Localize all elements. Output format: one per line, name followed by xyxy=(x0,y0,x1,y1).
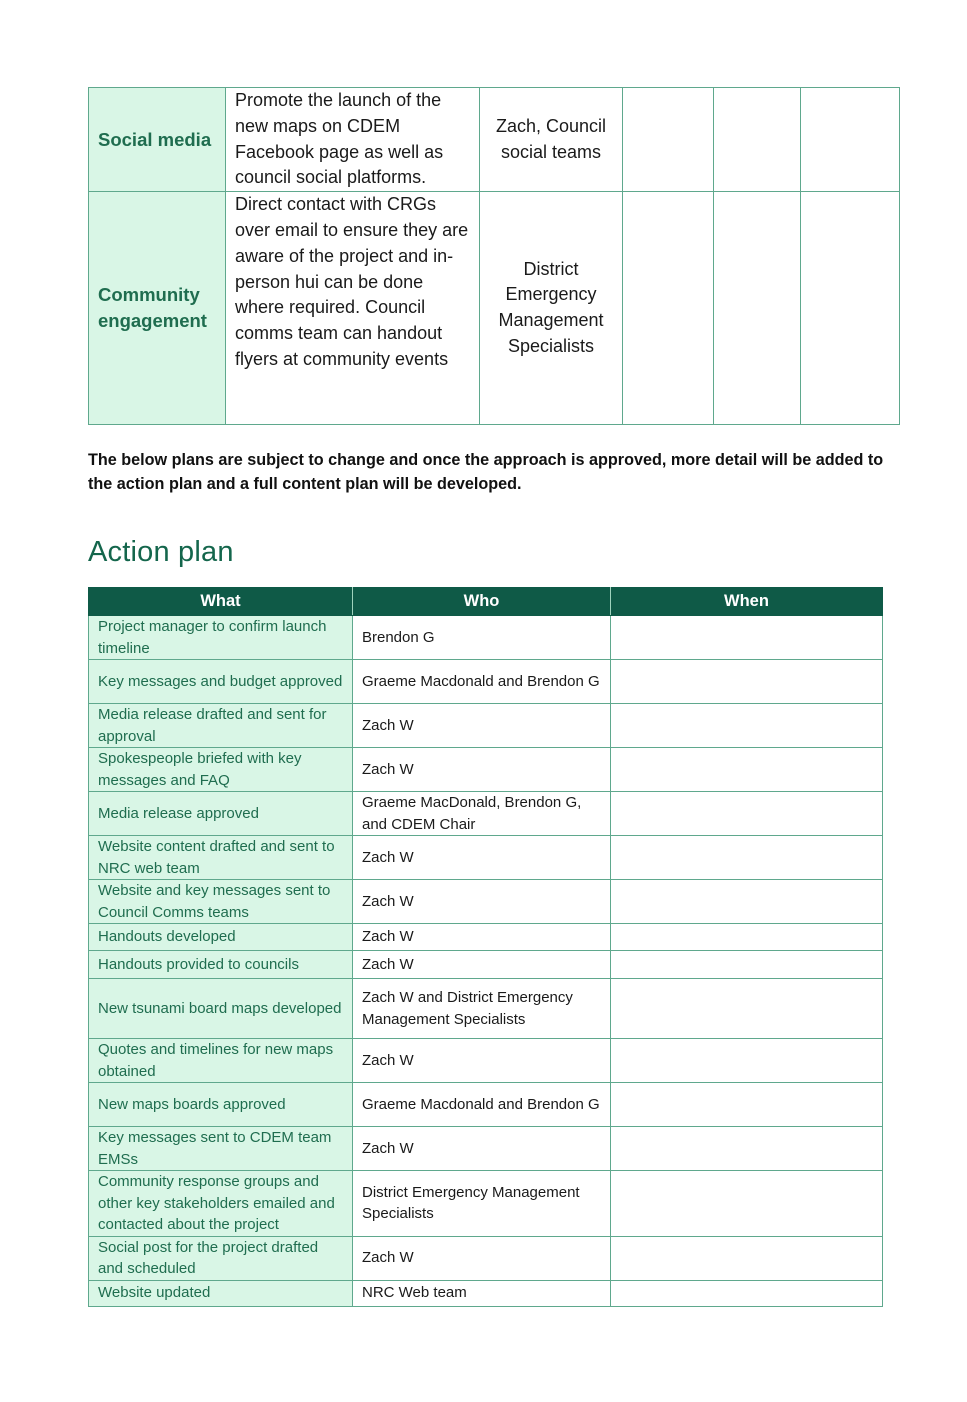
action-who-cell: Zach W xyxy=(353,748,611,792)
table-row xyxy=(89,951,883,979)
action-what-cell: Key messages and budget approved xyxy=(89,660,353,704)
plan-disclaimer-note: The below plans are subject to change and once the approach is approved, more detail will be added to the action plan and a full content plan will be developed. xyxy=(88,451,884,493)
action-when-cell xyxy=(611,880,883,924)
table-row xyxy=(89,979,883,1039)
action-when-cell xyxy=(611,924,883,951)
channel-owner: Zach, Council social teams xyxy=(480,88,623,192)
empty-cell xyxy=(714,192,801,425)
table-row xyxy=(89,1280,883,1306)
channel-owner: District Emergency Management Specialists xyxy=(480,192,623,425)
action-when-cell xyxy=(611,1127,883,1171)
action-when-cell xyxy=(611,748,883,792)
action-what-cell: Community response groups and other key stakeholders emailed and contacted about the project xyxy=(89,1171,353,1237)
table-row xyxy=(89,792,883,836)
action-who-cell: Brendon G xyxy=(353,616,611,660)
action-who-cell: Zach W xyxy=(353,1039,611,1083)
action-what-cell: Media release drafted and sent for approval xyxy=(89,704,353,748)
empty-cell xyxy=(714,88,801,192)
table-row xyxy=(89,1039,883,1083)
table-row xyxy=(89,616,883,660)
empty-cell xyxy=(801,88,900,192)
action-what-cell: Website and key messages sent to Council Comms teams xyxy=(89,880,353,924)
action-when-cell xyxy=(611,660,883,704)
action-when-cell xyxy=(611,1039,883,1083)
empty-cell xyxy=(623,88,714,192)
column-header-who: Who xyxy=(353,588,611,616)
action-who-cell: Zach W xyxy=(353,1236,611,1280)
action-who-cell: Zach W xyxy=(353,880,611,924)
action-when-cell xyxy=(611,704,883,748)
column-header-when: When xyxy=(611,588,883,616)
action-what-cell: Key messages sent to CDEM team EMSs xyxy=(89,1127,353,1171)
table-row xyxy=(89,704,883,748)
action-what-cell: Handouts provided to councils xyxy=(89,951,353,979)
table-row xyxy=(89,748,883,792)
action-who-cell: District Emergency Management Specialists xyxy=(353,1171,611,1237)
action-when-cell xyxy=(611,979,883,1039)
action-what-cell: Social post for the project drafted and scheduled xyxy=(89,1236,353,1280)
action-what-cell: Handouts developed xyxy=(89,924,353,951)
action-what-cell: Website updated xyxy=(89,1280,353,1306)
action-when-cell xyxy=(611,616,883,660)
table-row xyxy=(89,1236,883,1280)
table-row xyxy=(89,924,883,951)
action-what-cell: Quotes and timelines for new maps obtained xyxy=(89,1039,353,1083)
channel-description: Direct contact with CRGs over email to ensure they are aware of the project and in-person hui can be done where required. Council comms team can handout flyers at community events xyxy=(226,192,480,425)
action-when-cell xyxy=(611,836,883,880)
action-when-cell xyxy=(611,951,883,979)
action-when-cell xyxy=(611,792,883,836)
action-what-cell: Project manager to confirm launch timeline xyxy=(89,616,353,660)
empty-cell xyxy=(623,192,714,425)
table-row xyxy=(89,660,883,704)
table-row xyxy=(89,836,883,880)
column-header-what: What xyxy=(89,588,353,616)
action-what-cell: Website content drafted and sent to NRC web team xyxy=(89,836,353,880)
table-row xyxy=(89,880,883,924)
channel-name: Social media xyxy=(89,88,226,192)
channel-name: Community engagement xyxy=(89,192,226,425)
action-who-cell: Graeme Macdonald and Brendon G xyxy=(353,660,611,704)
section-heading: Action plan xyxy=(88,536,234,568)
action-who-cell: Zach W and District Emergency Management Specialists xyxy=(353,979,611,1039)
table-row xyxy=(89,1083,883,1127)
action-when-cell xyxy=(611,1236,883,1280)
action-who-cell: NRC Web team xyxy=(353,1280,611,1306)
action-who-cell: Zach W xyxy=(353,704,611,748)
table-row xyxy=(89,1171,883,1237)
action-who-cell: Graeme MacDonald, Brendon G, and CDEM Chair xyxy=(353,792,611,836)
action-what-cell: Spokespeople briefed with key messages and FAQ xyxy=(89,748,353,792)
action-plan-rows xyxy=(89,616,883,1307)
action-when-cell xyxy=(611,1083,883,1127)
action-what-cell: New tsunami board maps developed xyxy=(89,979,353,1039)
channel-description: Promote the launch of the new maps on CDEM Facebook page as well as council social platforms. xyxy=(226,88,480,192)
table-row xyxy=(89,1127,883,1171)
channel-table xyxy=(88,87,900,425)
action-plan-table xyxy=(88,587,883,1307)
empty-cell xyxy=(801,192,900,425)
action-when-cell xyxy=(611,1171,883,1237)
action-who-cell: Zach W xyxy=(353,1127,611,1171)
action-what-cell: Media release approved xyxy=(89,792,353,836)
action-when-cell xyxy=(611,1280,883,1306)
channel-row-social-media xyxy=(89,88,900,192)
table-header-row xyxy=(89,588,883,616)
channel-row-community-engagement xyxy=(89,192,900,425)
action-who-cell: Zach W xyxy=(353,924,611,951)
action-what-cell: New maps boards approved xyxy=(89,1083,353,1127)
action-who-cell: Zach W xyxy=(353,836,611,880)
action-who-cell: Zach W xyxy=(353,951,611,979)
action-who-cell: Graeme Macdonald and Brendon G xyxy=(353,1083,611,1127)
